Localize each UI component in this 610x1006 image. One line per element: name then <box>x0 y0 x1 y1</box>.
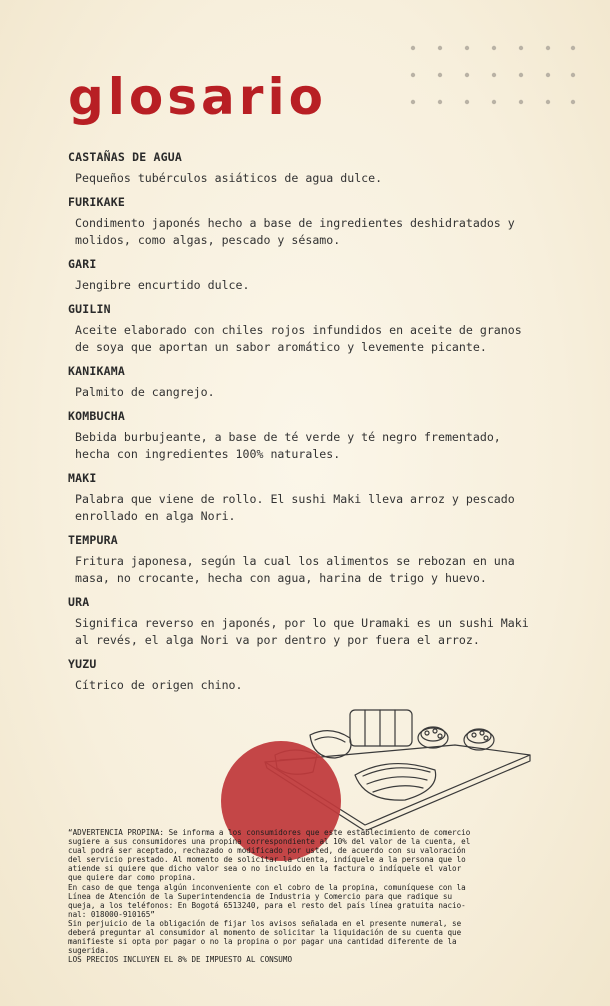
glossary-term: URA <box>68 595 90 609</box>
glossary-entry <box>68 471 558 525</box>
glossary-entry <box>68 302 558 356</box>
glossary-definition: Jengibre encurtido dulce. <box>75 278 250 292</box>
glossary-entry <box>68 657 558 694</box>
glossary-term: MAKI <box>68 471 97 485</box>
glossary-definition: Fritura japonesa, según la cual los alimentos se rebozan en una masa, no crocante, hecha con agua, harina de trigo y huevo. <box>75 554 515 585</box>
glossary-definition: Bebida burbujeante, a base de té verde y té negro frementado, hecha con ingredientes 100% naturales. <box>75 430 501 461</box>
glossary-definition: Significa reverso en japonés, por lo que Uramaki es un sushi Maki al revés, el alga Nori va por dentro y por fuera el arroz. <box>75 616 529 647</box>
dot-grid-decoration <box>403 38 583 118</box>
page-title: glosario <box>68 68 327 126</box>
glossary-definition: Cítrico de origen chino. <box>75 678 243 692</box>
glossary-entry <box>68 409 558 463</box>
glossary-definition: Pequeños tubérculos asiáticos de agua dulce. <box>75 171 383 185</box>
glossary-term: GUILIN <box>68 302 111 316</box>
glossary-definition: Palmito de cangrejo. <box>75 385 215 399</box>
glossary-term: YUZU <box>68 657 97 671</box>
glossary-entry <box>68 533 558 587</box>
glossary-term: TEMPURA <box>68 533 118 547</box>
glossary-entry <box>68 257 558 294</box>
glossary-term: KANIKAMA <box>68 364 125 378</box>
glossary-term: CASTAÑAS DE AGUA <box>68 150 182 164</box>
glossary-term: FURIKAKE <box>68 195 125 209</box>
glossary-definition: Condimento japonés hecho a base de ingredientes deshidratados y molidos, como algas, pescado y sésamo. <box>75 216 515 247</box>
glossary-entry <box>68 364 558 401</box>
glossary-entry <box>68 195 558 249</box>
glossary-list <box>68 150 558 702</box>
glossary-term: GARI <box>68 257 97 271</box>
glossary-entry <box>68 150 558 187</box>
glossary-entry <box>68 595 558 649</box>
tip-disclaimer: “ADVERTENCIA PROPINA: Se informa a los consumidores que este establecimiento de comercio sugiere a sus consumidores una propina correspondiente al 10% del valor de la cuenta, el cual podrá ser aceptado, rechazado o modificado por usted, de acuerdo con su valoración del servicio prestado. Al momento de solicitar la cuenta, indíquele a la persona que lo atiende si quiere que dicho valor sea o no incluido en la factura o indíquele el valor que quiere dar como propina. En caso de que tenga algún inconveniente con el cobro de la propina, comuníquese con la Línea de Atención de la Superintendencia de Industria y Comercio para que radique su queja, a los teléfonos: En Bogotá 6513240, para el resto del país línea gratuita nacio- nal: 018000-910165” Sin perjuicio de la obligación de fijar los avisos señalada en el presente numeral, se deberá preguntar al consumidor al momento de solicitar la liquidación de su cuenta que manifieste si opta por pagar o no la propina o por pagar una cantidad diferente de la sugerida. LOS PRECIOS INCLUYEN EL 8% DE IMPUESTO AL CONSUMO <box>68 828 471 965</box>
glossary-definition: Palabra que viene de rollo. El sushi Maki lleva arroz y pescado enrollado en alga Nori. <box>75 492 515 523</box>
glossary-term: KOMBUCHA <box>68 409 125 423</box>
glossary-definition: Aceite elaborado con chiles rojos infundidos en aceite de granos de soya que aportan un sabor aromático y levemente picante. <box>75 323 522 354</box>
